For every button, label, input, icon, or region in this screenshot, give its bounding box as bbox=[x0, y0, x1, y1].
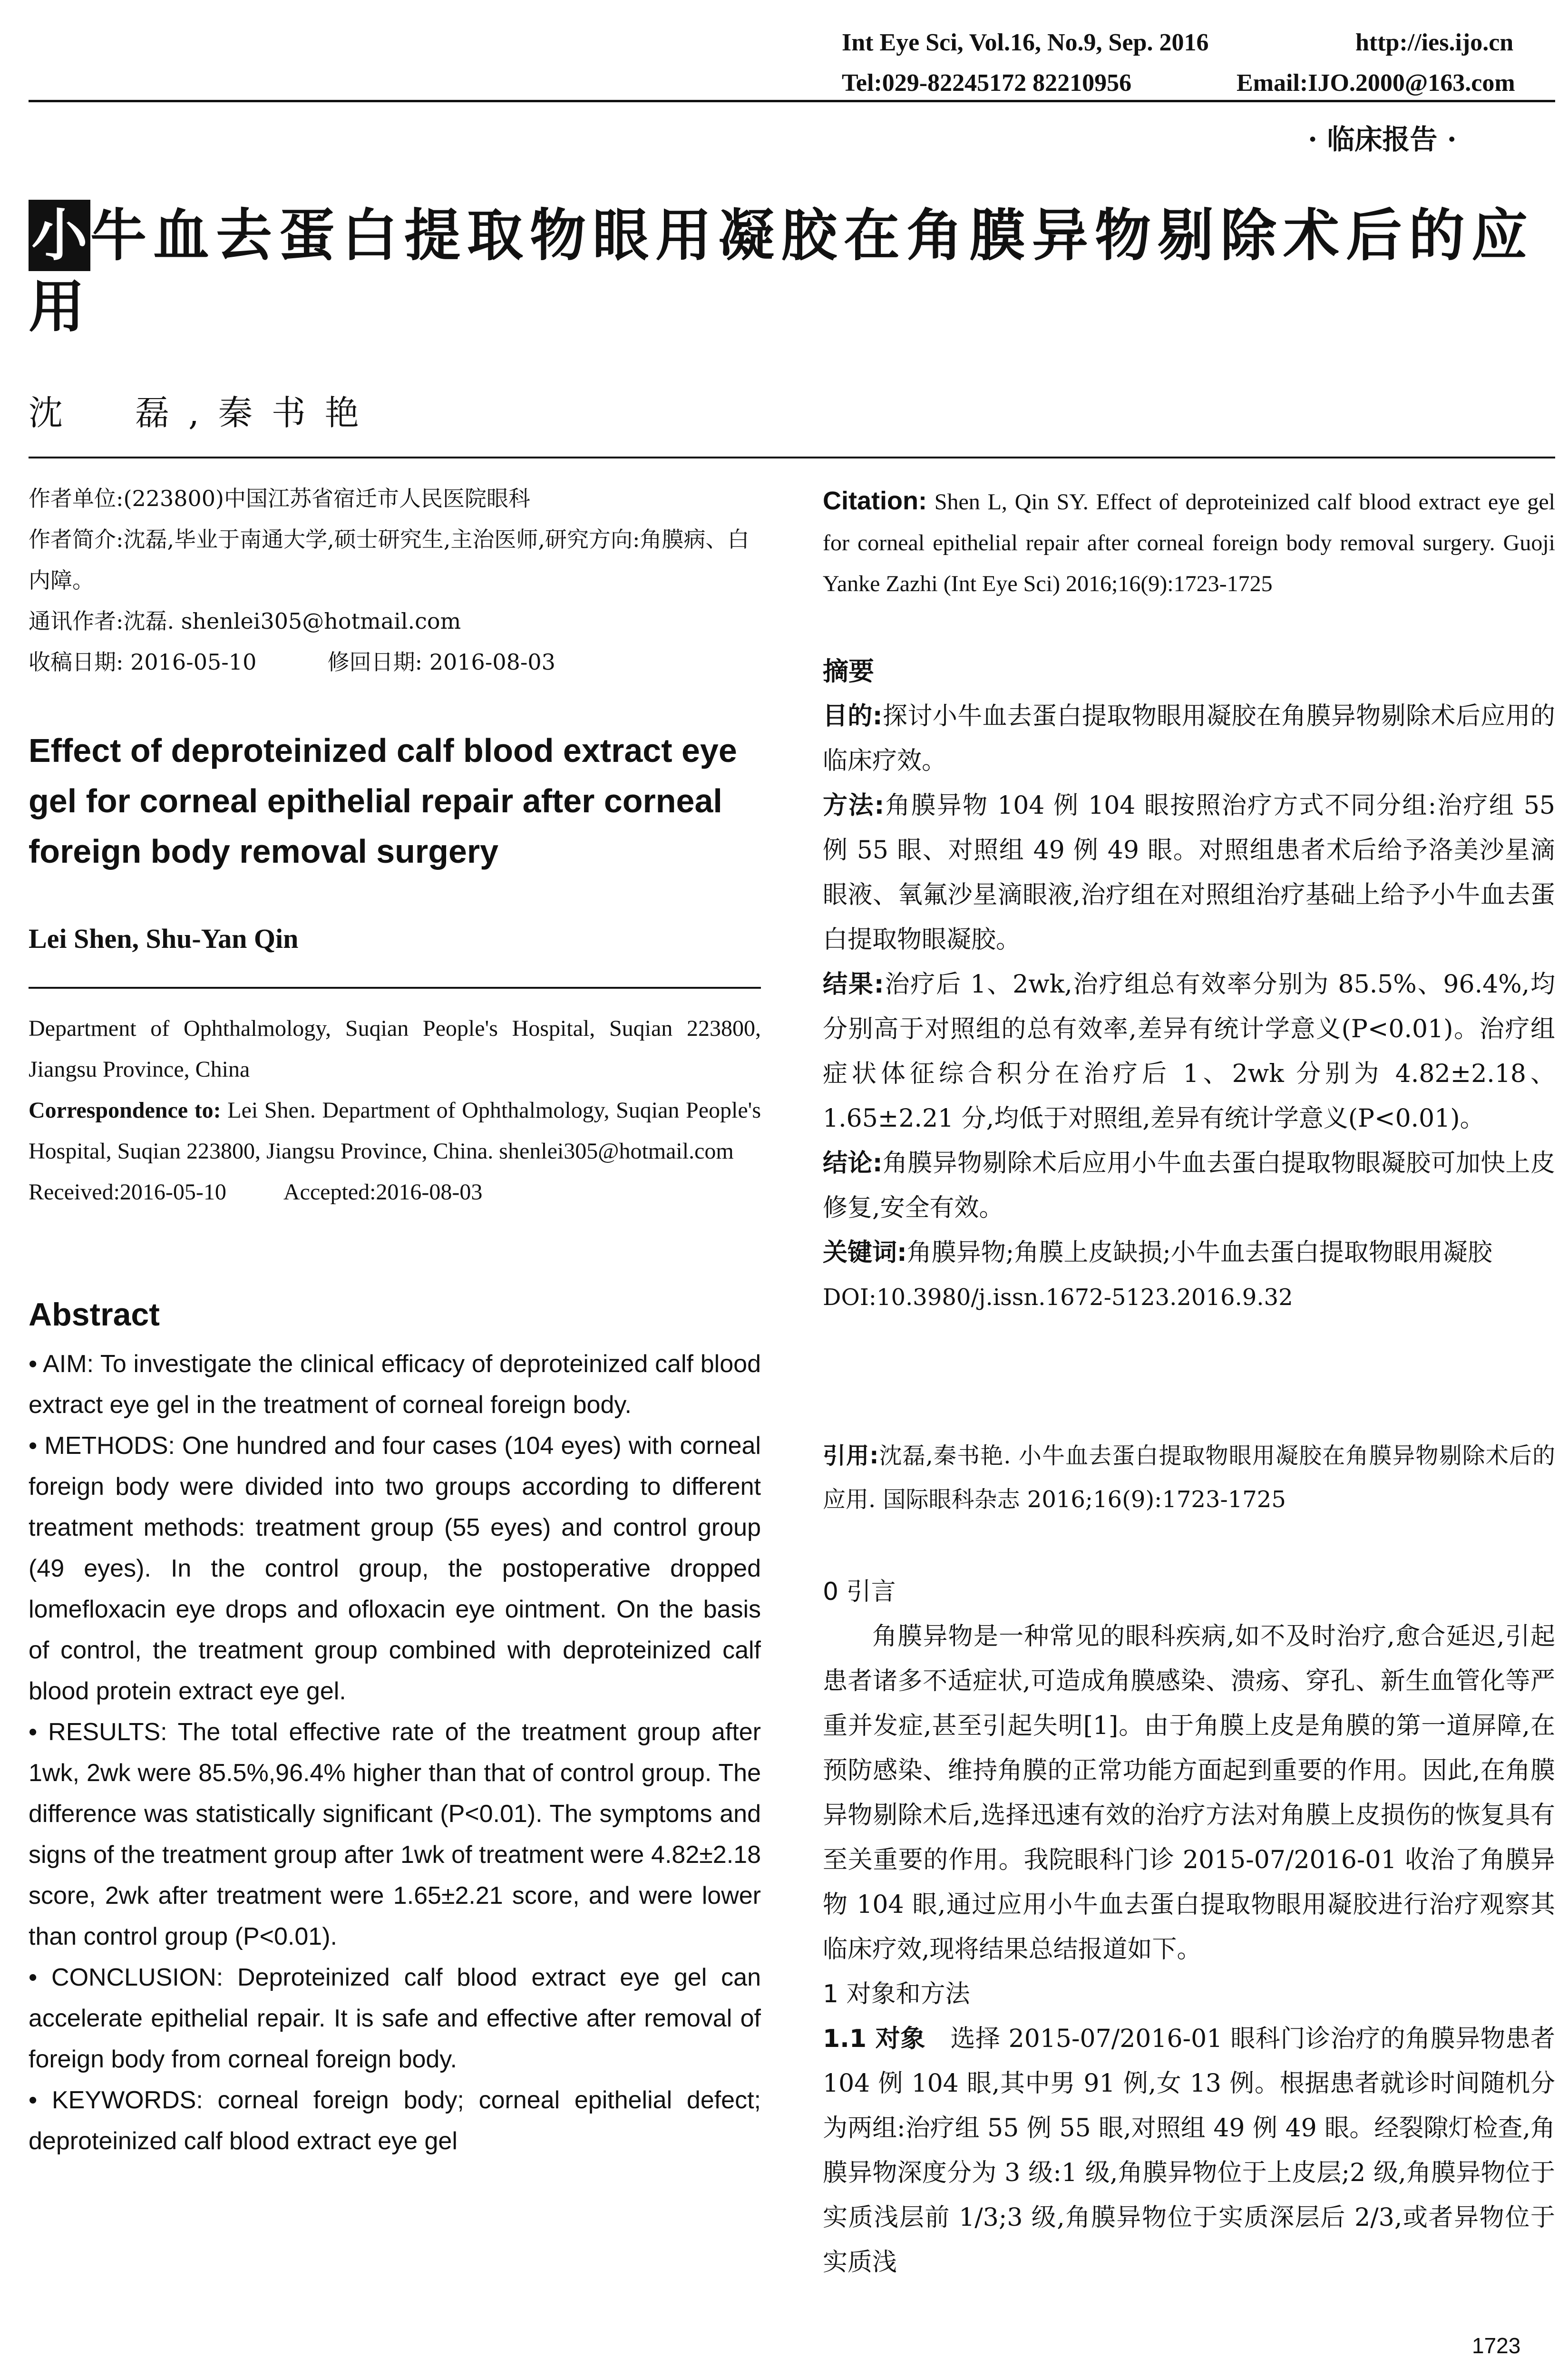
citation-cn-label: 引用: bbox=[823, 1442, 879, 1469]
authors-en: Lei Shen, Shu-Yan Qin bbox=[29, 923, 299, 954]
citation-cn-text: 沈磊,秦书艳. 小牛血去蛋白提取物眼用凝胶在角膜异物剔除术后的应用. 国际眼科杂志 2016;16(9):1723-1725 bbox=[823, 1442, 1555, 1513]
abstract-cn-heading: 摘要 bbox=[823, 656, 874, 686]
journal-issue: Int Eye Sci, Vol.16, No.9, Sep. 2016 bbox=[842, 29, 1209, 56]
page-number: 1723 bbox=[1472, 2333, 1521, 2358]
cn-bio: 作者简介:沈磊,毕业于南通大学,硕士研究生,主治医师,研究方向:角膜病、白内障。 bbox=[29, 526, 750, 593]
abstract-cn-conclusion-text: 角膜异物剔除术后应用小牛血去蛋白提取物眼凝胶可加快上皮修复,安全有效。 bbox=[823, 1149, 1555, 1222]
abstract-en-keywords: • KEYWORDS: corneal foreign body; corneal epithelial defect; deproteinized calf blood extract eye gel bbox=[29, 2086, 761, 2155]
abstract-en-heading: Abstract bbox=[29, 1296, 160, 1333]
citation-cn bbox=[823, 1434, 1555, 1521]
en-affiliation: Department of Ophthalmology, Suqian People's Hospital, Suqian 223800, Jiangsu Province, China bbox=[29, 1016, 761, 1082]
subjects-heading: 1.1 对象 bbox=[823, 2025, 925, 2053]
subjects-text: 选择 2015-07/2016-01 眼科门诊治疗的角膜异物患者 104 例 104 眼,其中男 91 例,女 13 例。根据患者就诊时间随机分为两组:治疗组 55 例 55 眼,对照组 49 例 49 眼。经裂隙灯检查,角膜异物深度分为 3 级:1 级,角膜异物位于上皮层;2 级,角膜异物位于实质浅层前 1/3;3 级,角膜异物位于实质深层后 2/3,或者异物位于实质浅 bbox=[823, 2025, 1555, 2277]
abstract-en-conclusion: • CONCLUSION: Deproteinized calf blood extract eye gel can accelerate epithelial repair. It is safe and effective after removal of foreign body from corneal foreign body. bbox=[29, 1964, 761, 2073]
cn-author-info bbox=[29, 478, 761, 682]
body-text bbox=[823, 1569, 1555, 2285]
abstract-cn-aim-text: 探讨小牛血去蛋白提取物眼用凝胶在角膜异物剔除术后应用的临床疗效。 bbox=[823, 702, 1555, 775]
abstract-cn-conclusion-label: 结论: bbox=[823, 1149, 883, 1178]
cn-affiliation: 作者单位:(223800)中国江苏省宿迁市人民医院眼科 bbox=[29, 486, 530, 511]
abstract-en-body bbox=[29, 1344, 761, 2162]
abstract-cn-methods bbox=[823, 783, 1555, 962]
abstract-cn-keywords-text: 角膜异物;角膜上皮缺损;小牛血去蛋白提取物眼用凝胶 bbox=[906, 1238, 1492, 1267]
article-title-cn bbox=[29, 200, 1565, 342]
cn-correspondence: 通讯作者:沈磊. shenlei305@hotmail.com bbox=[29, 608, 461, 634]
journal-tel: Tel:029-82245172 82210956 bbox=[842, 69, 1132, 97]
abstract-cn-conclusion bbox=[823, 1141, 1555, 1230]
abstract-en-results: • RESULTS: The total effective rate of the treatment group after 1wk, 2wk were 85.5%,96.4% higher than that of control group. The difference was statistically significant (P<0.01). The symptoms and signs of the treatment group after 1wk of treatment were 4.82±2.18 score, 2wk after treatment were 1.65±2.21 score, and were lower than control group (P<0.01). bbox=[29, 1718, 761, 1950]
abstract-cn-results-text: 治疗后 1、2wk,治疗组总有效率分别为 85.5%、96.4%,均分别高于对照组的总有效率,差异有统计学意义(P<0.01)。治疗组症状体征综合积分在治疗后 1、2wk 分别为 4.82±2.18、1.65±2.21 分,均低于对照组,差异有统计学意义(P<0.01)。 bbox=[823, 970, 1555, 1133]
abstract-cn-methods-label: 方法: bbox=[823, 791, 885, 820]
journal-url: http://ies.ijo.cn bbox=[1355, 29, 1514, 56]
cn-received-date: 收稿日期: 2016-05-10 bbox=[29, 649, 257, 675]
citation-en-text: Shen L, Qin SY. Effect of deproteinized calf blood extract eye gel for corneal epithelial repair after corneal foreign body removal surgery. Guoji Yanke Zazhi (Int Eye Sci) 2016;16(9):1723-1725 bbox=[823, 489, 1555, 596]
en-correspondence-label: Correspondence to: bbox=[29, 1098, 221, 1123]
en-dates bbox=[29, 1172, 761, 1213]
intro-paragraph: 角膜异物是一种常见的眼科疾病,如不及时治疗,愈合延迟,引起患者诸多不适症状,可造成角膜感染、溃疡、穿孔、新生血管化等严重并发症,甚至引起失明[1]。由于角膜上皮是角膜的第一道屏障,在预防感染、维持角膜的正常功能方面起到重要的作用。因此,在角膜异物剔除术后,选择迅速有效的治疗方法对角膜上皮损伤的恢复具有至关重要的作用。我院眼科门诊 2015-07/2016-01 收治了角膜异物 104 眼,通过应用小牛血去蛋白提取物眼用凝胶进行治疗观察其临床疗效,现将结果总结报道如下。 bbox=[823, 1622, 1555, 1964]
citation-en bbox=[823, 480, 1555, 604]
abstract-en-aim: • AIM: To investigate the clinical efficacy of deproteinized calf blood extract eye gel in the treatment of corneal foreign body. bbox=[29, 1350, 761, 1419]
journal-email: Email:IJO.2000@163.com bbox=[1237, 69, 1515, 97]
en-correspondence bbox=[29, 1090, 761, 1172]
intro-heading: 0 引言 bbox=[823, 1578, 896, 1606]
title-rest: 牛血去蛋白提取物眼用凝胶在角膜异物剔除术后的应用 bbox=[29, 203, 1535, 340]
article-title-en: Effect of deproteinized calf blood extract eye gel for corneal epithelial repair after corneal foreign body removal surgery bbox=[29, 732, 737, 870]
abstract-cn-methods-text: 角膜异物 104 例 104 眼按照治疗方式不同分组:治疗组 55 例 55 眼、对照组 49 例 49 眼。对照组患者术后给予洛美沙星滴眼液、氧氟沙星滴眼液,治疗组在对照组治疗基础上给予小牛血去蛋白提取物眼凝胶。 bbox=[823, 791, 1555, 954]
doi: DOI:10.3980/j.issn.1672-5123.2016.9.32 bbox=[823, 1284, 1293, 1311]
abstract-cn-keywords-label: 关键词: bbox=[823, 1238, 907, 1267]
en-authors-rule bbox=[29, 987, 761, 989]
cn-dates bbox=[29, 642, 761, 682]
citation-en-label: Citation: bbox=[823, 487, 927, 515]
subjects-paragraph bbox=[823, 2017, 1555, 2285]
abstract-cn-aim-label: 目的: bbox=[823, 702, 883, 731]
abstract-cn-aim bbox=[823, 694, 1555, 783]
header-rule bbox=[29, 100, 1555, 102]
en-received-date: Received:2016-05-10 bbox=[29, 1179, 226, 1205]
abstract-en-methods: • METHODS: One hundred and four cases (104 eyes) with corneal foreign body were divided into two groups according to different treatment methods: treatment group (55 eyes) and control group (49 eyes). In the control group, the postoperative dropped lomefloxacin eye drops and ofloxacin eye ointment. On the basis of control, the treatment group combined with deproteinized calf blood protein extract eye gel. bbox=[29, 1432, 761, 1705]
title-first-char: 小 bbox=[29, 200, 90, 271]
abstract-cn-results bbox=[823, 962, 1555, 1141]
section-label: · 临床报告 · bbox=[1308, 123, 1457, 156]
cn-revised-date: 修回日期: 2016-08-03 bbox=[327, 649, 555, 675]
en-correspondence-text: Lei Shen. Department of Ophthalmology, Suqian People's Hospital, Suqian 223800, Jiangsu Province, China. shenlei305@hotmail.com bbox=[29, 1098, 761, 1164]
authors-cn: 沈 磊,秦书艳 bbox=[29, 393, 378, 433]
abstract-cn-results-label: 结果: bbox=[823, 970, 884, 999]
en-affiliation-block bbox=[29, 1008, 761, 1213]
abstract-cn bbox=[823, 649, 1555, 1320]
methods-heading: 1 对象和方法 bbox=[823, 1980, 970, 2008]
abstract-cn-keywords bbox=[823, 1230, 1555, 1275]
en-accepted-date: Accepted:2016-08-03 bbox=[283, 1179, 483, 1205]
authors-rule bbox=[29, 457, 1555, 458]
